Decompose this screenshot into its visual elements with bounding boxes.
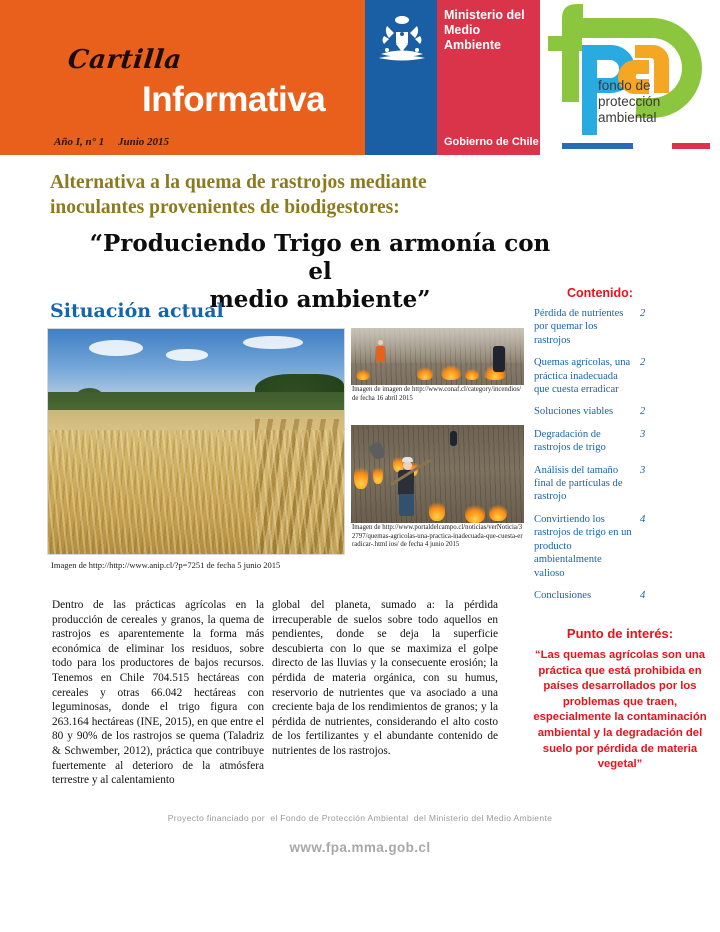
photo-cloud — [166, 349, 207, 360]
photo-flame — [465, 503, 485, 523]
fpa-tagline-line-1: fondo de — [598, 78, 651, 93]
photo-flame — [441, 364, 461, 380]
table-of-contents — [534, 307, 654, 611]
punto-de-interes-quote: “Las quemas agrícolas son una práctica que está prohibida en países desarrollados por los problemas que traen, especialmente la contaminación ambiental y la degradación del suelo por pérdida de materia vegetal” — [533, 649, 707, 771]
header-orange-panel — [0, 0, 365, 155]
fire-photo-1-caption: Imagen de imagen de http://www.conaf.cl/category/incendios/ de fecha 16 abril 2015 — [352, 386, 524, 403]
toc-entry-page: 2 — [640, 308, 646, 319]
toc-entry-page: 3 — [640, 428, 646, 440]
photo-worker-head — [378, 340, 383, 345]
punto-de-interes-heading: Punto de interés: — [566, 626, 674, 641]
page-header — [0, 0, 720, 158]
toc-entry[interactable] — [534, 589, 646, 602]
article-title-line-2: medio ambiente” — [209, 286, 431, 313]
photo-flame — [356, 369, 370, 380]
photo-worker-legs — [399, 494, 414, 516]
toc-divider — [527, 307, 529, 607]
photo-cloud — [243, 336, 302, 350]
burning-field-photo-2 — [351, 425, 524, 523]
ministry-line-3: Ambiente — [444, 38, 501, 52]
photo-flame — [429, 499, 445, 521]
toc-entry[interactable] — [534, 356, 646, 396]
section-heading-situacion-actual: Situación actual — [50, 300, 224, 322]
fpa-tagline-line-3: ambiental — [598, 110, 657, 125]
fpa-tagline — [598, 78, 660, 126]
ministry-name — [444, 8, 525, 53]
contenido-heading: Contenido: — [567, 286, 633, 300]
wheat-field-photo — [47, 328, 345, 555]
toc-entry[interactable] — [534, 464, 646, 504]
photo-worker-head — [403, 461, 412, 470]
toc-entry-label: Soluciones viables — [534, 406, 614, 418]
toc-entry-label: Pérdida de nutrientes por quemar los rastrojos — [534, 308, 624, 346]
ministry-line-1: Ministerio del — [444, 8, 525, 22]
ministry-line-2: Medio — [444, 23, 481, 37]
photo-worker-cap-icon — [402, 457, 413, 462]
body-column-2: global del planeta, sumado a: la pérdida irrecuperable de suelos sobre todo aquellos en pendientes, donde se deja la superficie descubierta con lo que se maximiza el golpe directo de las lluvias y la consecuente erosión; la pérdida de materia orgánica, con su humus, reservorio de nutrientes que va asociado a una creciente baja de los rendimientos de granos; y la pérdida de nutrientes, considerando el alto costo de los fertilizantes y el abundante contenido de nutrientes de los rastrojos. — [272, 599, 498, 757]
toc-entry-page: 2 — [640, 406, 646, 418]
masthead-informativa: Informativa — [142, 80, 326, 119]
masthead-cartilla: Cartilla — [66, 45, 184, 75]
photo-worker-dark — [493, 346, 505, 372]
article-subtitle-line-1: Alternativa a la quema de rastrojos mediante — [50, 172, 427, 193]
article-title-line-1: “Produciendo Trigo en armonía con el — [89, 230, 551, 285]
fpa-tagline-line-2: protección — [598, 94, 661, 109]
chile-coat-of-arms-icon — [375, 14, 429, 70]
toc-entry-label: Quemas agrícolas, una práctica inadecuada que cuesta erradicar — [534, 357, 631, 396]
toc-entry[interactable] — [534, 428, 646, 455]
photo-flame — [489, 503, 507, 521]
footer-financing-note: Proyecto financiado por el Fondo de Protección Ambiental del Ministerio del Medio Ambiente — [167, 813, 553, 823]
footer-website[interactable]: www.fpa.mma.gob.cl — [289, 840, 431, 855]
toc-entry[interactable] — [534, 513, 646, 580]
photo-flame — [465, 368, 479, 380]
body-column-1: Dentro de las prácticas agrícolas en la producción de cereales y granos, la quema de rastrojos es aparentemente la forma más económica de eliminar los residuos, sobre todo para los productores de bajos recursos. Tenemos en Chile 704.515 hectáreas con cereales y otras 66.042 hectáreas con leguminosas, donde el trigo figura con 263.164 hectáreas (INE, 2015), en que entre el 80 y 90% de los rastrojos se quema (Taladriz & Schwember, 2012), práctica que contribuye fuertemente al deterioro de la atmósfera terrestre y al calentamiento — [52, 599, 264, 787]
chile-flag-bar-icon — [562, 143, 710, 149]
gobierno-de-chile-label: Gobierno de Chile — [444, 136, 539, 148]
fpa-logo — [540, 0, 720, 158]
toc-entry-page: 4 — [640, 513, 646, 525]
article-subtitle-line-2: inoculantes provenientes de biodigestores: — [50, 197, 400, 218]
fire-photo-2-caption: Imagen de http://www.portaldelcampo.cl/noticias/verNoticia/32797/quemas-agricolas-una-practica-inadecuada-que-cuesta-erradicar-.html ios/ de fecha 4 junio 2015 — [352, 524, 523, 549]
photo-wheat-texture — [48, 430, 344, 554]
photo-worker-vest — [376, 346, 385, 362]
toc-entry-page: 2 — [640, 357, 646, 369]
article-subtitle — [50, 170, 570, 220]
toc-entry-label: Degradación de rastrojos de trigo — [534, 428, 606, 454]
toc-entry-label: Análisis del tamaño final de partículas de rastrojo — [534, 464, 623, 503]
issue-line: Año I, n° 1 Junio 2015 — [54, 136, 170, 148]
burning-field-photo-1 — [351, 328, 524, 385]
wheat-photo-caption: Imagen de http://http://www.anip.cl/?p=7251 de fecha 5 junio 2015 — [51, 560, 281, 570]
photo-cloud — [89, 340, 142, 356]
toc-entry-label: Conclusiones — [534, 589, 592, 601]
fpa-logo-mark-icon — [540, 0, 720, 150]
toc-entry-page: 3 — [640, 464, 646, 476]
toc-entry-page: 4 — [640, 589, 646, 601]
photo-flame — [417, 366, 433, 380]
photo-distant-worker — [450, 431, 457, 446]
toc-entry[interactable] — [534, 307, 646, 347]
toc-entry-label: Convirtiendo los rastrojos de trigo en un producto ambientalmente valioso — [534, 513, 632, 579]
toc-entry[interactable] — [534, 405, 646, 418]
